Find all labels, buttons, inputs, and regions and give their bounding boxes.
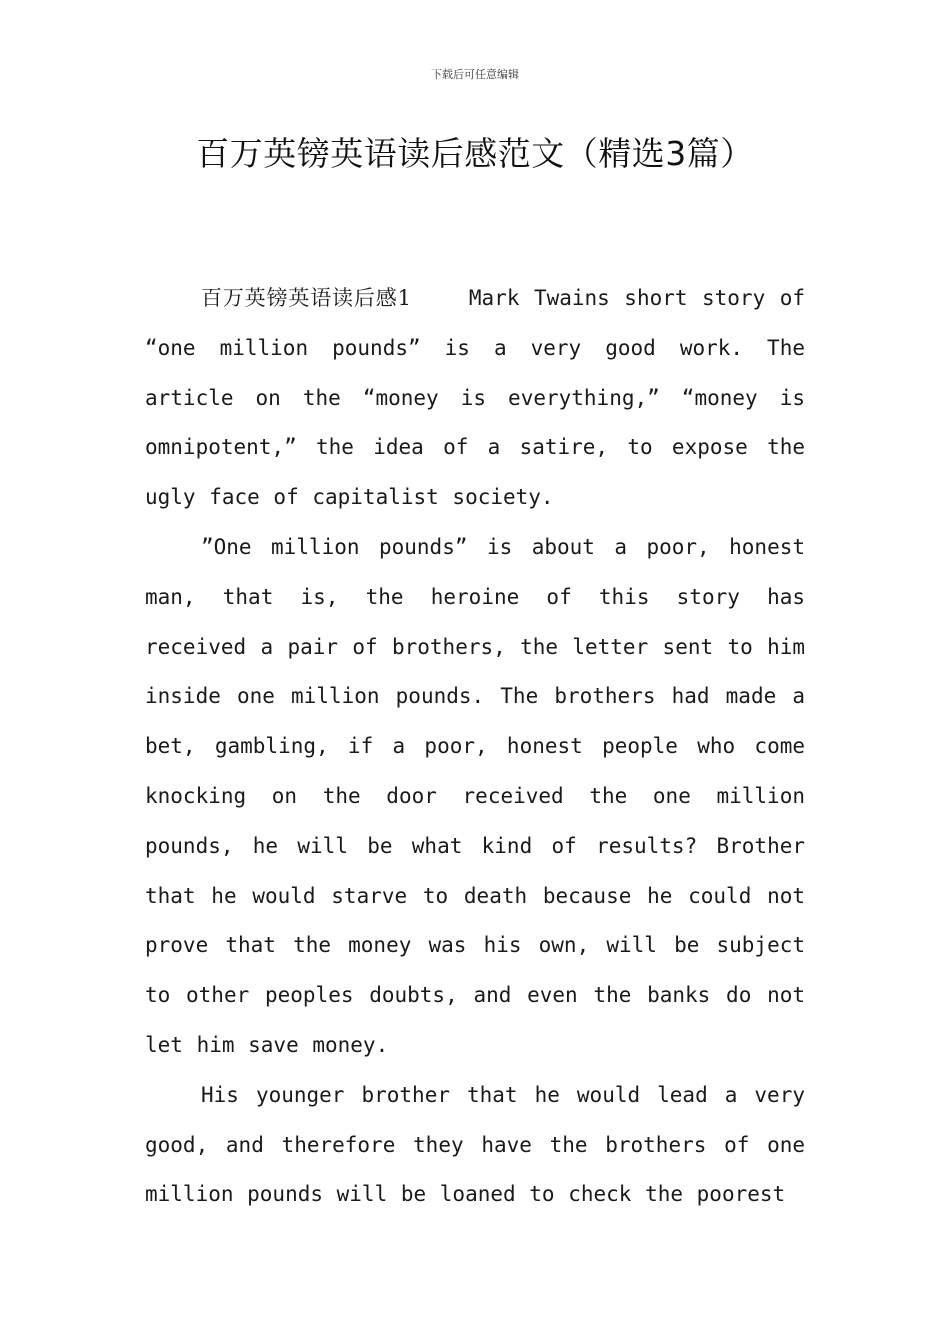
paragraph-3 <box>145 1071 805 1220</box>
paragraph-1 <box>145 274 819 523</box>
paragraph-heading: 百万英镑英语读后感1 <box>201 286 411 310</box>
document-body <box>145 274 819 1220</box>
document-title: 百万英镑英语读后感范文（精选3篇） <box>196 134 754 173</box>
paragraph-text: His younger brother that he would lead a very good, and therefore they have the brothers of one million pounds will be loaned to check the poorest <box>145 1082 805 1207</box>
paragraph-text: Mark Twains short story of “one million pounds” is a very good work. The article on the “money is everything,” “money is omnipotent,” the idea of a satire, to expose the ugly face of capitalist society. <box>145 286 819 510</box>
paragraph-text: ”One million pounds” is about a poor, honest man, that is, the heroine of this story has received a pair of brothers, the letter sent to him inside one million pounds. The brothers had made a bet, gambling, if a poor, honest people who come knocking on the door received the one million pounds, he will be what kind of results? Brother that he would starve to death because he could not prove that the money was his own, will be subject to other peoples doubts, and even the banks do not let him save money. <box>145 534 805 1057</box>
paragraph-2 <box>145 523 805 1071</box>
header-note: 下载后可任意编辑 <box>431 68 519 81</box>
